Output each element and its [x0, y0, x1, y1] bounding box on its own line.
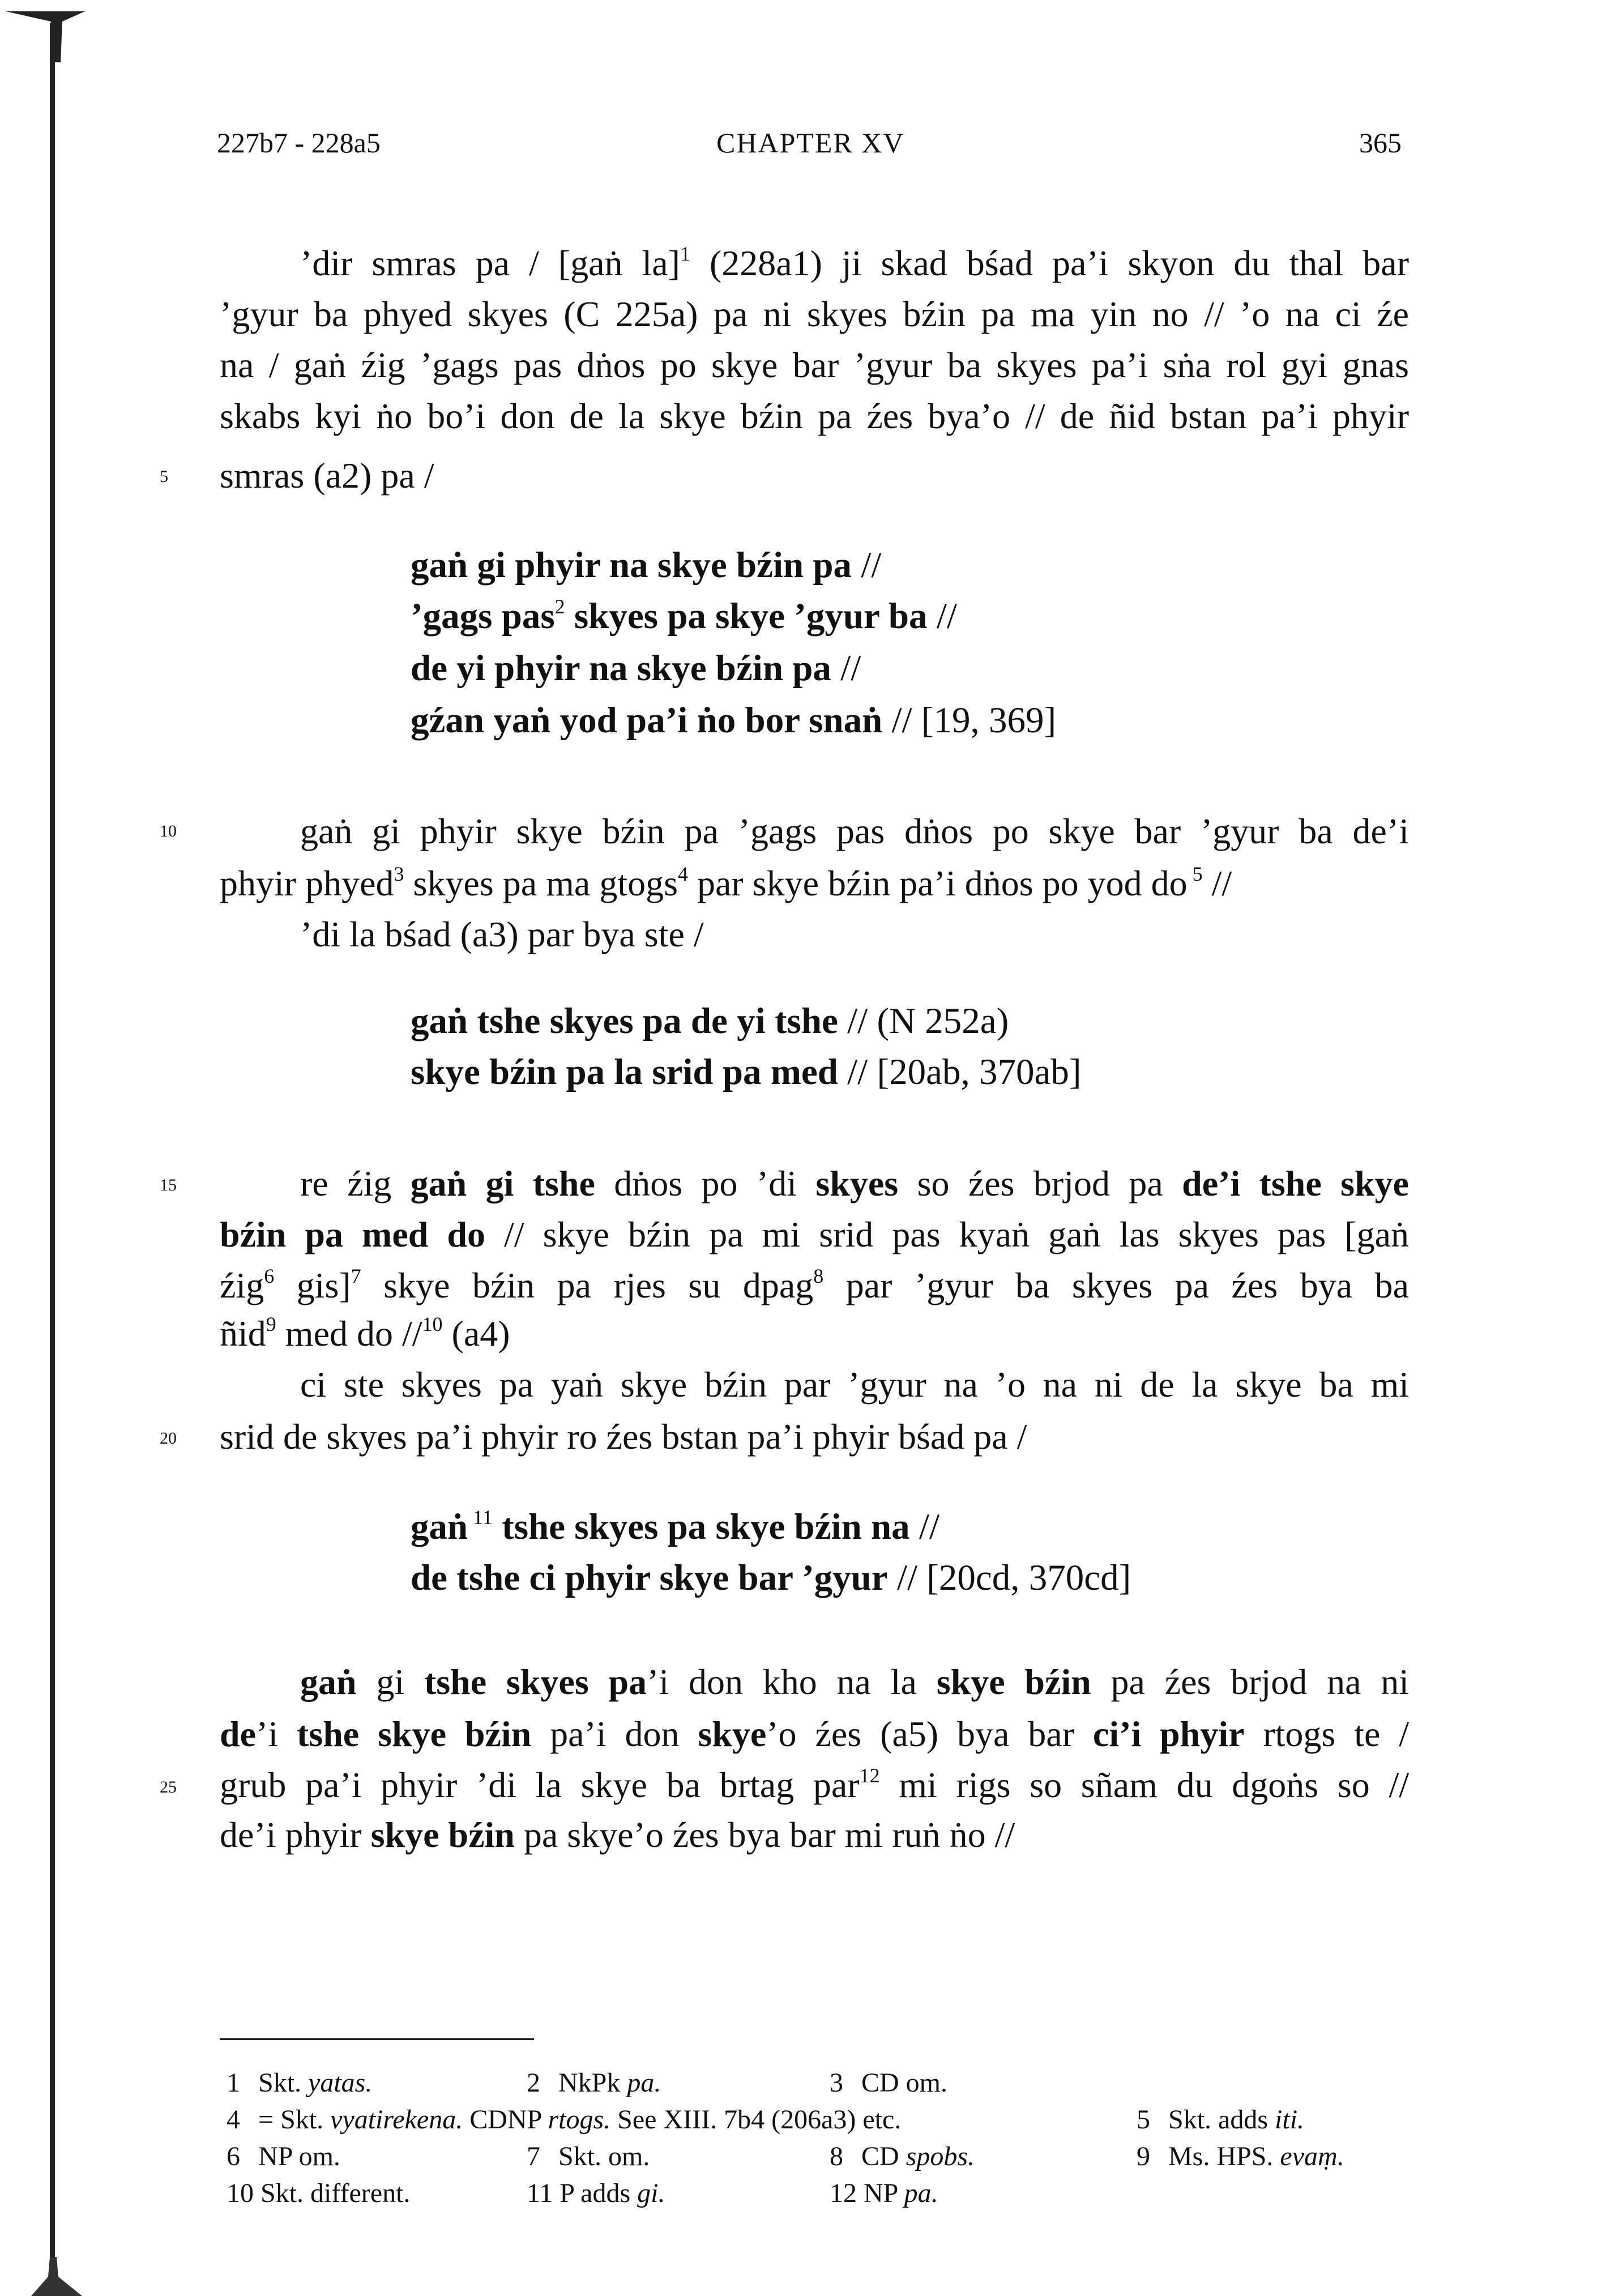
line-number: 5 — [160, 467, 168, 486]
chapter-title: CHAPTER XV — [716, 127, 905, 159]
verse-line: gaṅ $^{11}$ tshe skyes pa skye bźin na // — [411, 1506, 940, 1547]
footnote: 10 Skt. different. — [227, 2178, 411, 2208]
text-line: na / gaṅ źig ’gags pas dṅos po skye bar ’gyur ba skyes pa’i sṅa rol gyi gnas — [220, 345, 1409, 385]
text-line: phyir phyed$^3$ skyes pa ma gtogs$^4$ par skye bźin pa’i dṅos po yod do $^5$ // — [220, 863, 1232, 903]
line-number: 25 — [160, 1778, 177, 1796]
footnote: 11 P adds gi. — [527, 2178, 665, 2208]
verse-line: de tshe ci phyir skye bar ’gyur // [20cd, 370cd] — [411, 1557, 1131, 1598]
footnote: 6 NP om. — [227, 2141, 340, 2171]
text-line: de’i tshe skye bźin pa’i don skye’o źes (a5) bya bar ci’i phyir rtogs te / — [220, 1714, 1410, 1754]
line-number: 20 — [160, 1429, 177, 1448]
text-line: gaṅ gi phyir skye bźin pa ’gags pas dṅos po skye bar ’gyur ba de’i — [300, 811, 1409, 851]
verse-line: de yi phyir na skye bźin pa // — [411, 648, 861, 689]
line-number: 15 — [160, 1176, 177, 1194]
text-line: grub pa’i phyir ’di la skye ba brtag par$^{12}$ mi rigs so sñam du dgoṅs so // — [220, 1764, 1409, 1805]
folio-range: 227b7 - 228a5 — [217, 127, 381, 159]
footnote: 3 CD om. — [830, 2068, 948, 2098]
footnote: 5 Skt. adds iti. — [1137, 2105, 1305, 2135]
text-line: ’di la bśad (a3) par bya ste / — [300, 914, 704, 954]
footnote: 8 CD spobs. — [830, 2141, 975, 2171]
footnote: 9 Ms. HPS. evaṃ. — [1137, 2141, 1344, 2171]
line-number: 10 — [160, 822, 177, 840]
footnote: 4 = Skt. vyatirekena. CDNP rtogs. See XIII. 7b4 (206a3) etc. — [227, 2105, 902, 2135]
text-line: srid de skyes pa’i phyir ro źes bstan pa’i phyir bśad pa / — [220, 1416, 1027, 1457]
text-line: ñid$^9$ med do //$^{10}$ (a4) — [220, 1313, 510, 1354]
verse-line: gźan yaṅ yod pa’i ṅo bor snaṅ // [19, 369] — [411, 700, 1057, 741]
text-line: smras (a2) pa / — [220, 455, 434, 496]
footnote: 12 NP pa. — [830, 2178, 938, 2208]
footnote: 2 NkPk pa. — [527, 2068, 661, 2098]
text-line: ci ste skyes pa yaṅ skye bźin par ’gyur na ’o na ni de la skye ba mi — [300, 1364, 1409, 1405]
verse-line: gaṅ tshe skyes pa de yi tshe // (N 252a) — [411, 1001, 1009, 1042]
footnote-rule — [220, 2038, 534, 2040]
footnote: 7 Skt. om. — [527, 2141, 650, 2171]
text-line: źig$^6$ gis]$^7$ skye bźin pa rjes su dpag$^8$ par ’gyur ba skyes pa źes bya ba — [220, 1265, 1410, 1305]
text-line: ’gyur ba phyed skyes (C 225a) pa ni skyes bźin pa ma yin no // ’o na ci źe — [220, 294, 1409, 334]
verse-line: ’gags pas$^2$ skyes pa skye ’gyur ba // — [411, 595, 957, 637]
text-line: de’i phyir skye bźin pa skye’o źes bya bar mi ruṅ ṅo // — [220, 1815, 1015, 1855]
text-line: gaṅ gi tshe skyes pa’i don kho na la skye bźin pa źes brjod na ni — [300, 1662, 1410, 1702]
text-line: skabs kyi ṅo bo’i don de la skye bźin pa źes bya’o // de ñid bstan pa’i phyir — [220, 396, 1409, 436]
text-line: bźin pa med do // skye bźin pa mi srid pas kyaṅ gaṅ las skyes pas [gaṅ — [220, 1214, 1410, 1254]
text-line: ’dir smras pa / [gaṅ la]$^1$ (228a1) ji skad bśad pa’i skyon du thal bar — [300, 242, 1409, 283]
verse-line: skye bźin pa la srid pa med // [20ab, 370ab] — [411, 1052, 1082, 1092]
verse-line: gaṅ gi phyir na skye bźin pa // — [411, 545, 882, 586]
text-line: re źig gaṅ gi tshe dṅos po ’di skyes so źes brjod pa de’i tshe skye — [300, 1163, 1410, 1204]
page-number: 365 — [1359, 127, 1402, 159]
footnote: 1 Skt. yatas. — [227, 2068, 373, 2098]
